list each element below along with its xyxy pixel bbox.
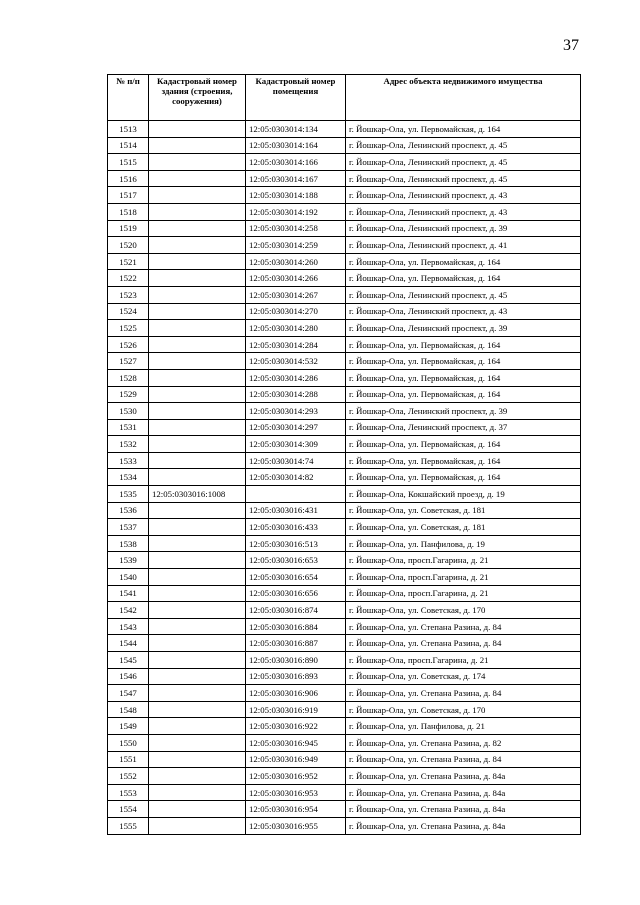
header-row xyxy=(108,75,581,121)
row-number: 1536 xyxy=(108,502,149,519)
premises-cadastral-number: 12:05:0303014:74 xyxy=(246,452,346,469)
address: г. Йошкар-Ола, ул. Советская, д. 170 xyxy=(346,602,581,619)
row-number: 1524 xyxy=(108,303,149,320)
row-number: 1528 xyxy=(108,369,149,386)
building-cadastral-number xyxy=(149,784,246,801)
table-row xyxy=(108,668,581,685)
table-row xyxy=(108,320,581,337)
table-row xyxy=(108,369,581,386)
premises-cadastral-number: 12:05:0303014:134 xyxy=(246,121,346,138)
building-cadastral-number xyxy=(149,585,246,602)
row-number: 1525 xyxy=(108,320,149,337)
premises-cadastral-number: 12:05:0303016:887 xyxy=(246,635,346,652)
premises-cadastral-number: 12:05:0303016:953 xyxy=(246,784,346,801)
address: г. Йошкар-Ола, просп.Гагарина, д. 21 xyxy=(346,652,581,669)
table-row xyxy=(108,353,581,370)
row-number: 1526 xyxy=(108,336,149,353)
page-number: 37 xyxy=(563,37,579,54)
row-number: 1553 xyxy=(108,784,149,801)
building-cadastral-number xyxy=(149,203,246,220)
table-row xyxy=(108,602,581,619)
table-row xyxy=(108,585,581,602)
address: г. Йошкар-Ола, просп.Гагарина, д. 21 xyxy=(346,552,581,569)
row-number: 1537 xyxy=(108,519,149,536)
row-number: 1538 xyxy=(108,535,149,552)
address: г. Йошкар-Ола, ул. Панфилова, д. 21 xyxy=(346,718,581,735)
building-cadastral-number xyxy=(149,403,246,420)
address: г. Йошкар-Ола, ул. Степана Разина, д. 82 xyxy=(346,734,581,751)
address: г. Йошкар-Ола, ул. Первомайская, д. 164 xyxy=(346,253,581,270)
row-number: 1545 xyxy=(108,652,149,669)
table-row xyxy=(108,784,581,801)
row-number: 1541 xyxy=(108,585,149,602)
address: г. Йошкар-Ола, Ленинский проспект, д. 39 xyxy=(346,220,581,237)
building-cadastral-number xyxy=(149,718,246,735)
premises-cadastral-number: 12:05:0303016:433 xyxy=(246,519,346,536)
table-row xyxy=(108,452,581,469)
table-header xyxy=(108,75,581,121)
building-cadastral-number xyxy=(149,369,246,386)
table-row xyxy=(108,121,581,138)
address: г. Йошкар-Ола, ул. Первомайская, д. 164 xyxy=(346,270,581,287)
table-row xyxy=(108,303,581,320)
premises-cadastral-number: 12:05:0303014:259 xyxy=(246,237,346,254)
table-row xyxy=(108,403,581,420)
building-cadastral-number xyxy=(149,220,246,237)
premises-cadastral-number: 12:05:0303016:919 xyxy=(246,701,346,718)
premises-cadastral-number: 12:05:0303016:955 xyxy=(246,817,346,834)
address: г. Йошкар-Ола, Ленинский проспект, д. 43 xyxy=(346,303,581,320)
row-number: 1516 xyxy=(108,170,149,187)
premises-cadastral-number: 12:05:0303016:890 xyxy=(246,652,346,669)
premises-cadastral-number: 12:05:0303016:874 xyxy=(246,602,346,619)
address: г. Йошкар-Ола, ул. Первомайская, д. 164 xyxy=(346,353,581,370)
table-row xyxy=(108,685,581,702)
building-cadastral-number xyxy=(149,701,246,718)
row-number: 1522 xyxy=(108,270,149,287)
building-cadastral-number xyxy=(149,685,246,702)
row-number: 1547 xyxy=(108,685,149,702)
premises-cadastral-number: 12:05:0303014:284 xyxy=(246,336,346,353)
row-number: 1518 xyxy=(108,203,149,220)
header-building-cadastral-number: Кадастровый номер здания (строения, сооружения) xyxy=(149,75,246,121)
table-row xyxy=(108,652,581,669)
table-row xyxy=(108,170,581,187)
header-address: Адрес объекта недвижимого имущества xyxy=(346,75,581,121)
address: г. Йошкар-Ола, ул. Первомайская, д. 164 xyxy=(346,386,581,403)
address: г. Йошкар-Ола, ул. Первомайская, д. 164 xyxy=(346,436,581,453)
row-number: 1554 xyxy=(108,801,149,818)
table-row xyxy=(108,469,581,486)
table-row xyxy=(108,286,581,303)
table-row xyxy=(108,635,581,652)
address: г. Йошкар-Ола, ул. Первомайская, д. 164 xyxy=(346,369,581,386)
row-number: 1532 xyxy=(108,436,149,453)
building-cadastral-number xyxy=(149,320,246,337)
premises-cadastral-number: 12:05:0303016:654 xyxy=(246,569,346,586)
building-cadastral-number xyxy=(149,419,246,436)
table-row xyxy=(108,768,581,785)
building-cadastral-number xyxy=(149,502,246,519)
row-number: 1535 xyxy=(108,486,149,503)
premises-cadastral-number: 12:05:0303014:188 xyxy=(246,187,346,204)
row-number: 1521 xyxy=(108,253,149,270)
row-number: 1520 xyxy=(108,237,149,254)
table-row xyxy=(108,220,581,237)
address: г. Йошкар-Ола, просп.Гагарина, д. 21 xyxy=(346,585,581,602)
table-row xyxy=(108,436,581,453)
building-cadastral-number xyxy=(149,817,246,834)
building-cadastral-number xyxy=(149,768,246,785)
premises-cadastral-number: 12:05:0303014:532 xyxy=(246,353,346,370)
row-number: 1555 xyxy=(108,817,149,834)
address: г. Йошкар-Ола, Ленинский проспект, д. 39 xyxy=(346,320,581,337)
premises-cadastral-number: 12:05:0303016:945 xyxy=(246,734,346,751)
table-row xyxy=(108,137,581,154)
row-number: 1540 xyxy=(108,569,149,586)
premises-cadastral-number: 12:05:0303016:431 xyxy=(246,502,346,519)
building-cadastral-number xyxy=(149,801,246,818)
table-row xyxy=(108,336,581,353)
building-cadastral-number xyxy=(149,668,246,685)
row-number: 1514 xyxy=(108,137,149,154)
address: г. Йошкар-Ола, ул. Степана Разина, д. 84а xyxy=(346,817,581,834)
building-cadastral-number xyxy=(149,353,246,370)
row-number: 1544 xyxy=(108,635,149,652)
row-number: 1530 xyxy=(108,403,149,420)
table-row xyxy=(108,237,581,254)
building-cadastral-number: 12:05:0303016:1008 xyxy=(149,486,246,503)
premises-cadastral-number: 12:05:0303016:893 xyxy=(246,668,346,685)
building-cadastral-number xyxy=(149,618,246,635)
table-row xyxy=(108,203,581,220)
building-cadastral-number xyxy=(149,154,246,171)
row-number: 1546 xyxy=(108,668,149,685)
building-cadastral-number xyxy=(149,469,246,486)
building-cadastral-number xyxy=(149,286,246,303)
address: г. Йошкар-Ола, ул. Первомайская, д. 164 xyxy=(346,336,581,353)
premises-cadastral-number: 12:05:0303016:949 xyxy=(246,751,346,768)
address: г. Йошкар-Ола, Ленинский проспект, д. 45 xyxy=(346,170,581,187)
table-row xyxy=(108,801,581,818)
table-row xyxy=(108,569,581,586)
address: г. Йошкар-Ола, Ленинский проспект, д. 39 xyxy=(346,403,581,420)
address: г. Йошкар-Ола, Ленинский проспект, д. 41 xyxy=(346,237,581,254)
building-cadastral-number xyxy=(149,170,246,187)
building-cadastral-number xyxy=(149,121,246,138)
row-number: 1542 xyxy=(108,602,149,619)
table-row xyxy=(108,486,581,503)
table-row xyxy=(108,734,581,751)
building-cadastral-number xyxy=(149,270,246,287)
premises-cadastral-number: 12:05:0303014:192 xyxy=(246,203,346,220)
building-cadastral-number xyxy=(149,519,246,536)
premises-cadastral-number: 12:05:0303014:270 xyxy=(246,303,346,320)
premises-cadastral-number: 12:05:0303016:656 xyxy=(246,585,346,602)
premises-cadastral-number: 12:05:0303014:166 xyxy=(246,154,346,171)
address: г. Йошкар-Ола, ул. Панфилова, д. 19 xyxy=(346,535,581,552)
address: г. Йошкар-Ола, ул. Первомайская, д. 164 xyxy=(346,452,581,469)
building-cadastral-number xyxy=(149,303,246,320)
row-number: 1527 xyxy=(108,353,149,370)
address: г. Йошкар-Ола, Ленинский проспект, д. 45 xyxy=(346,137,581,154)
address: г. Йошкар-Ола, ул. Степана Разина, д. 84а xyxy=(346,784,581,801)
table-row xyxy=(108,618,581,635)
building-cadastral-number xyxy=(149,652,246,669)
premises-cadastral-number: 12:05:0303016:952 xyxy=(246,768,346,785)
address: г. Йошкар-Ола, Ленинский проспект, д. 37 xyxy=(346,419,581,436)
address: г. Йошкар-Ола, ул. Советская, д. 181 xyxy=(346,519,581,536)
premises-cadastral-number: 12:05:0303014:280 xyxy=(246,320,346,337)
address: г. Йошкар-Ола, ул. Советская, д. 170 xyxy=(346,701,581,718)
table-row xyxy=(108,718,581,735)
building-cadastral-number xyxy=(149,535,246,552)
row-number: 1519 xyxy=(108,220,149,237)
address: г. Йошкар-Ола, ул. Степана Разина, д. 84 xyxy=(346,685,581,702)
table-row xyxy=(108,419,581,436)
address: г. Йошкар-Ола, ул. Степана Разина, д. 84а xyxy=(346,768,581,785)
address: г. Йошкар-Ола, ул. Советская, д. 174 xyxy=(346,668,581,685)
row-number: 1523 xyxy=(108,286,149,303)
header-premises-cadastral-number: Кадастровый номер помещения xyxy=(246,75,346,121)
address: г. Йошкар-Ола, просп.Гагарина, д. 21 xyxy=(346,569,581,586)
address: г. Йошкар-Ола, ул. Степана Разина, д. 84 xyxy=(346,635,581,652)
address: г. Йошкар-Ола, Ленинский проспект, д. 45 xyxy=(346,286,581,303)
row-number: 1515 xyxy=(108,154,149,171)
building-cadastral-number xyxy=(149,336,246,353)
premises-cadastral-number xyxy=(246,486,346,503)
row-number: 1550 xyxy=(108,734,149,751)
address: г. Йошкар-Ола, ул. Советская, д. 181 xyxy=(346,502,581,519)
table-row xyxy=(108,154,581,171)
premises-cadastral-number: 12:05:0303014:82 xyxy=(246,469,346,486)
table-row xyxy=(108,187,581,204)
table-row xyxy=(108,751,581,768)
building-cadastral-number xyxy=(149,569,246,586)
premises-cadastral-number: 12:05:0303016:922 xyxy=(246,718,346,735)
premises-cadastral-number: 12:05:0303014:297 xyxy=(246,419,346,436)
address: г. Йошкар-Ола, ул. Степана Разина, д. 84 xyxy=(346,618,581,635)
table-row xyxy=(108,535,581,552)
row-number: 1533 xyxy=(108,452,149,469)
row-number: 1529 xyxy=(108,386,149,403)
building-cadastral-number xyxy=(149,187,246,204)
row-number: 1549 xyxy=(108,718,149,735)
premises-cadastral-number: 12:05:0303016:906 xyxy=(246,685,346,702)
address: г. Йошкар-Ола, Кокшайский проезд, д. 19 xyxy=(346,486,581,503)
premises-cadastral-number: 12:05:0303014:267 xyxy=(246,286,346,303)
address: г. Йошкар-Ола, ул. Степана Разина, д. 84а xyxy=(346,801,581,818)
premises-cadastral-number: 12:05:0303016:884 xyxy=(246,618,346,635)
header-row-number: № п/п xyxy=(108,75,149,121)
row-number: 1517 xyxy=(108,187,149,204)
premises-cadastral-number: 12:05:0303014:260 xyxy=(246,253,346,270)
table-row xyxy=(108,502,581,519)
premises-cadastral-number: 12:05:0303014:167 xyxy=(246,170,346,187)
address: г. Йошкар-Ола, ул. Первомайская, д. 164 xyxy=(346,121,581,138)
premises-cadastral-number: 12:05:0303016:653 xyxy=(246,552,346,569)
row-number: 1551 xyxy=(108,751,149,768)
row-number: 1552 xyxy=(108,768,149,785)
building-cadastral-number xyxy=(149,253,246,270)
premises-cadastral-number: 12:05:0303014:258 xyxy=(246,220,346,237)
address: г. Йошкар-Ола, ул. Первомайская, д. 164 xyxy=(346,469,581,486)
building-cadastral-number xyxy=(149,436,246,453)
row-number: 1531 xyxy=(108,419,149,436)
premises-cadastral-number: 12:05:0303016:954 xyxy=(246,801,346,818)
premises-cadastral-number: 12:05:0303014:293 xyxy=(246,403,346,420)
table-row xyxy=(108,270,581,287)
address: г. Йошкар-Ола, Ленинский проспект, д. 43 xyxy=(346,203,581,220)
building-cadastral-number xyxy=(149,452,246,469)
premises-cadastral-number: 12:05:0303014:286 xyxy=(246,369,346,386)
building-cadastral-number xyxy=(149,635,246,652)
building-cadastral-number xyxy=(149,734,246,751)
table-row xyxy=(108,253,581,270)
building-cadastral-number xyxy=(149,237,246,254)
building-cadastral-number xyxy=(149,137,246,154)
address: г. Йошкар-Ола, ул. Степана Разина, д. 84 xyxy=(346,751,581,768)
table-row xyxy=(108,701,581,718)
row-number: 1543 xyxy=(108,618,149,635)
premises-cadastral-number: 12:05:0303014:288 xyxy=(246,386,346,403)
premises-cadastral-number: 12:05:0303014:309 xyxy=(246,436,346,453)
address: г. Йошкар-Ола, Ленинский проспект, д. 45 xyxy=(346,154,581,171)
table-row xyxy=(108,386,581,403)
building-cadastral-number xyxy=(149,386,246,403)
table-row xyxy=(108,817,581,834)
address: г. Йошкар-Ола, Ленинский проспект, д. 43 xyxy=(346,187,581,204)
premises-cadastral-number: 12:05:0303016:513 xyxy=(246,535,346,552)
premises-cadastral-number: 12:05:0303014:164 xyxy=(246,137,346,154)
building-cadastral-number xyxy=(149,602,246,619)
row-number: 1548 xyxy=(108,701,149,718)
row-number: 1539 xyxy=(108,552,149,569)
table-row xyxy=(108,519,581,536)
table-row xyxy=(108,552,581,569)
building-cadastral-number xyxy=(149,751,246,768)
premises-cadastral-number: 12:05:0303014:266 xyxy=(246,270,346,287)
building-cadastral-number xyxy=(149,552,246,569)
row-number: 1534 xyxy=(108,469,149,486)
row-number: 1513 xyxy=(108,121,149,138)
registry-table xyxy=(107,74,581,835)
table-body xyxy=(108,121,581,835)
